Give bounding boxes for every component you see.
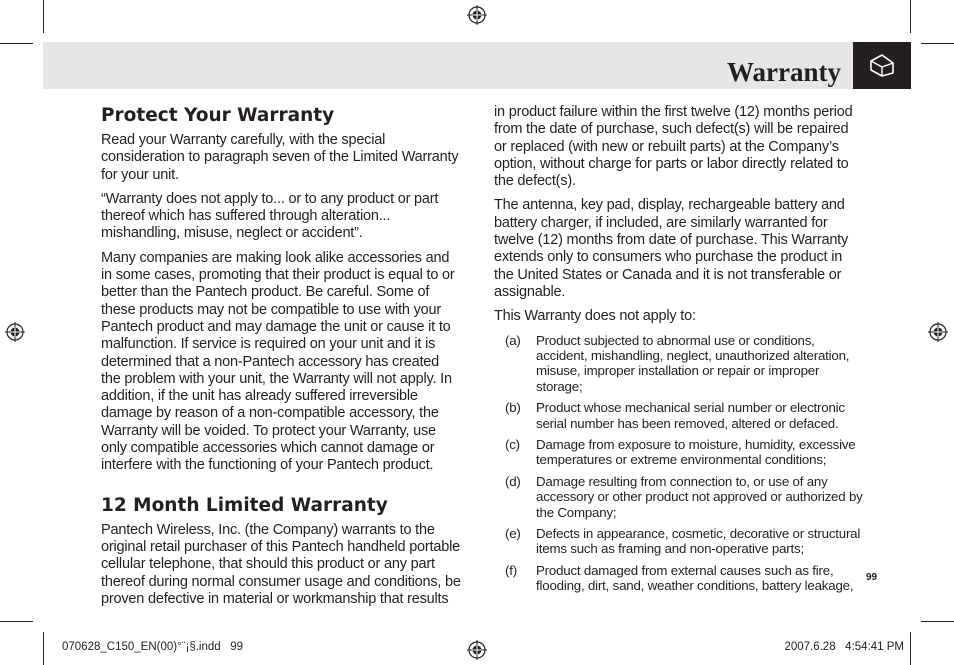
registration-mark-icon <box>928 322 948 342</box>
body-paragraph: Read your Warranty carefully, with the special consideration to paragraph seven of the Limited Warranty for your unit. <box>101 132 459 183</box>
section-tab <box>853 42 911 89</box>
registration-mark-icon <box>467 640 487 660</box>
list-item-text: Defects in appearance, cosmetic, decorative or structural items such as framing and non-operative parts; <box>536 526 861 557</box>
list-marker: (c) <box>505 437 520 452</box>
crop-mark <box>921 621 954 622</box>
registration-mark-icon <box>467 5 487 25</box>
list-item-text: Product whose mechanical serial number or electronic serial number has been removed, altered or defaced. <box>536 400 845 431</box>
list-item <box>505 563 866 594</box>
body-paragraph: This Warranty does not apply to: <box>494 308 696 325</box>
list-item <box>505 333 866 395</box>
list-item <box>505 437 866 468</box>
list-marker: (f) <box>505 562 517 578</box>
list-item-text: Damage resulting from connection to, or use of any accessory or other product not approved or authorized by the Company; <box>536 473 863 520</box>
body-paragraph: Pantech Wireless, Inc. (the Company) warrants to the original retail purchaser of this Pantech handheld portable cellular telephone, that should this product or any part thereof during normal consumer usage and conditions, be proven defective in material or workmanship that results <box>101 521 461 607</box>
body-paragraph: in product failure within the first twelve (12) months period from the date of purchase, such defect(s) will be repaired or replaced (with new or rebuilt parts) at the Company’s option, without charge for parts or labor directly related to the defect(s). <box>494 104 853 190</box>
list-item <box>505 526 866 557</box>
body-paragraph: The antenna, key pad, display, rechargeable battery and battery charger, if included, are similarly warranted for twelve (12) months from date of purchase. This Warranty extends only to consumers who purchase the product in the United States or Canada and it is not transferable or assignable. <box>494 197 849 300</box>
crop-mark <box>921 43 954 44</box>
registration-mark-icon <box>5 322 25 342</box>
list-item-text: Damage from exposure to moisture, humidity, excessive temperatures or extreme environmental conditions; <box>536 437 856 468</box>
crop-mark <box>43 632 44 665</box>
crop-mark <box>43 0 44 33</box>
section-heading: Protect Your Warranty <box>101 105 335 126</box>
left-column <box>101 104 461 615</box>
list-item-text: Product damaged from external causes such as fire, flooding, dirt, sand, weather conditions, battery leakage, <box>536 562 854 594</box>
phone-outline-icon <box>868 52 896 78</box>
list-item-text: Product subjected to abnormal use or conditions, accident, mishandling, neglect, unauthorized alteration, misuse, improper installation or repair or improper storage; <box>536 332 850 394</box>
list-marker: (b) <box>505 400 521 416</box>
body-paragraph: Many companies are making look alike accessories and in some cases, promoting that their product is equal to or better than the Pantech product. Be careful. Some of these products may not be compatible to use with your Pantech product and may damage the unit or cause it to malfunction. If service is required on your unit and it is determined that a non-Pantech accessory has created the problem with your unit, the Warranty will not apply. In addition, if the unit has already suffered irreversible damage by reason of a non-compatible accessory, the Warranty will be voided. To protect your Warranty, use only compatible accessories which cannot damage or interfere with the functioning of your Pantech product. <box>101 249 455 474</box>
file-slug: 070628_C150_EN(00)°¨¡§.indd 99 <box>62 641 244 653</box>
list-marker: (e) <box>505 526 521 542</box>
exclusion-list <box>494 332 863 594</box>
crop-mark <box>0 43 33 44</box>
body-paragraph: “Warranty does not apply to... or to any product or part thereof which has suffered through alteration... mishandling, misuse, neglect or accident”. <box>101 190 439 242</box>
list-marker: (a) <box>505 332 521 348</box>
list-marker: (d) <box>505 473 521 489</box>
list-item <box>505 400 866 431</box>
page-number: 99 <box>866 572 878 583</box>
list-item <box>505 474 866 520</box>
timestamp-slug: 2007.6.28 4:54:41 PM <box>784 641 904 653</box>
section-heading: 12 Month Limited Warranty <box>101 494 388 516</box>
right-column <box>494 104 863 600</box>
page-title: Warranty <box>727 57 841 87</box>
crop-mark <box>910 0 911 33</box>
crop-mark <box>910 632 911 665</box>
crop-mark <box>0 621 33 622</box>
